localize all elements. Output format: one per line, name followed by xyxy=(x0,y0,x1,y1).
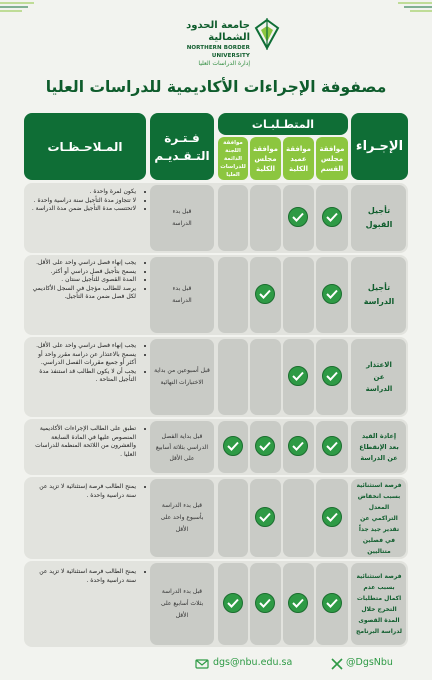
corner-decoration-icon xyxy=(392,0,432,14)
page-title: مصفوفة الإجراءات الأكاديمية للدراسات العليا xyxy=(45,78,387,96)
note-item: • لا تتجاوز مدة التأجيل سنة دراسية واحدة . xyxy=(30,197,136,206)
period-text: قبل بدء الدراسة xyxy=(172,285,192,304)
req-header-label: موافقة مجلس الكلية xyxy=(253,144,278,173)
procedure-label: تأجيل الدراسة xyxy=(363,283,395,306)
note-item: • يجب إنهاء فصل دراسي واحد على الأقل. xyxy=(30,259,136,268)
req-cell xyxy=(218,339,248,415)
note-item: • يسمح بالاعتذار عن دراسة مقرر واحد أو أكثر أو جميع مقررات الفصل الدراسي. xyxy=(30,351,136,368)
check-icon xyxy=(322,507,342,527)
notes-cell xyxy=(30,425,144,459)
check-icon xyxy=(255,593,275,613)
check-icon xyxy=(322,207,342,227)
req-cell xyxy=(218,257,248,333)
note-item: • المدة القصوى للتأجيل سنتان . xyxy=(30,276,136,285)
check-icon xyxy=(288,366,308,386)
period-header-label: فـتـرة التـقـديـم xyxy=(154,130,210,163)
procedure-label: إعادة القيد بعد الإنقطاع عن الدراسة xyxy=(359,431,399,462)
check-icon xyxy=(288,593,308,613)
notes-header xyxy=(24,113,146,180)
check-icon xyxy=(322,436,342,456)
req-header-label: موافقة عميد الكلية xyxy=(286,144,311,173)
period-text: قبل بدء الدراسة بأسبوع واحد على الأقل xyxy=(160,502,204,533)
check-icon xyxy=(288,436,308,456)
req-cell xyxy=(250,185,281,251)
req-cell xyxy=(218,479,248,557)
check-icon xyxy=(322,593,342,613)
req-cell xyxy=(218,185,248,251)
email-icon xyxy=(195,657,209,671)
period-text: قبل بدء الدراسة xyxy=(172,208,192,227)
procedure-label: فرصة استثنائية بسبب انخفاض المعدل التراكمي عن تقدير جيد جداً في فصلين متتاليين xyxy=(356,481,402,555)
deanship-name: إدارة الدراسات العليا xyxy=(198,60,250,67)
note-item: • يرصد للطالب مؤجل في السجل الأكاديمي لكل فصل ضمن مدة التأجيل. xyxy=(30,285,136,302)
req-header-college-council xyxy=(250,137,281,180)
notes-cell xyxy=(30,342,144,385)
requirements-header xyxy=(218,113,348,135)
notes-cell xyxy=(30,568,144,585)
check-icon xyxy=(255,436,275,456)
note-item: • لاتحتسب مدة التأجيل ضمن مدة الدراسة . xyxy=(30,205,136,214)
check-icon xyxy=(322,366,342,386)
req-cell xyxy=(250,339,281,415)
note-item: • يجب إنهاء فصل دراسي واحد على الأقل. xyxy=(30,342,136,351)
requirements-header-label: المتطـلبـات xyxy=(251,117,315,131)
req-cell xyxy=(283,257,314,333)
req-header-dept-council xyxy=(316,137,348,180)
university-name-ar: جامعة الحدود الشمالية xyxy=(186,20,250,43)
check-icon xyxy=(255,507,275,527)
notes-cell xyxy=(30,259,144,302)
procedure-header xyxy=(351,113,408,180)
university-logo-icon xyxy=(252,16,282,52)
university-name xyxy=(150,20,250,68)
note-item: • يمنح الطالب فرصة استثنائية لا تزيد عن سنة دراسية واحدة . xyxy=(30,568,136,585)
footer xyxy=(0,655,432,680)
period-header xyxy=(150,113,214,180)
req-cell xyxy=(283,479,314,557)
corner-decoration-icon xyxy=(0,0,40,14)
check-icon xyxy=(223,593,243,613)
footer-twitter[interactable]: @DgsNbu xyxy=(346,657,393,668)
procedure-header-label: الإجـراء xyxy=(355,139,404,154)
notes-cell xyxy=(30,188,144,214)
header xyxy=(0,0,432,70)
procedure-label: تأجيل القبول xyxy=(365,206,393,229)
check-icon xyxy=(288,207,308,227)
check-icon xyxy=(322,284,342,304)
period-text: قبل بدء الدراسة بثلاث أسابيع على الأقل xyxy=(160,588,204,619)
check-icon xyxy=(255,284,275,304)
procedure-label: فرصة استثنائية بسبب عدم اكمال متطلبات التخرج خلال المدة القصوى لدراسة البرنامج xyxy=(356,573,402,635)
note-item: • يمنح الطالب فرصة إستثنائية لا تزيد عن سنة دراسية واحدة . xyxy=(30,483,136,500)
period-text: قبل أسبوعين من بداية الاختبارات النهائية xyxy=(154,367,210,386)
period-text: قبل بداية الفصل الدراسي بثلاثة أسابيع على الأقل xyxy=(155,432,209,462)
req-header-label: موافقة اللجنة الدائمة للدراسات العليا xyxy=(220,139,246,178)
note-item: • يسمح بتأجيل فصل دراسي أو أكثر. xyxy=(30,268,136,277)
req-header-label: موافقة مجلس القسم xyxy=(319,144,345,173)
university-name-en: NORTHERN BORDER UNIVERSITY xyxy=(186,45,250,59)
check-icon xyxy=(223,436,243,456)
procedure-label: الاعتذار عن الدراسة xyxy=(365,361,393,393)
note-item: • يكون لمرة واحدة . xyxy=(30,188,136,197)
footer-email[interactable]: dgs@nbu.edu.sa xyxy=(213,657,293,668)
x-twitter-icon xyxy=(330,657,344,671)
req-header-college-dean xyxy=(283,137,314,180)
notes-cell xyxy=(30,483,144,500)
req-header-standing-committee xyxy=(218,137,248,180)
notes-header-label: المـلاحـظـات xyxy=(47,139,123,154)
note-item: • يجب أن لا يكون الطالب قد استنفذ مدة التأجيل المتاحة . xyxy=(30,368,136,385)
note-item: • تطبق على الطالب الإجراءات الأكاديمية المنصوص عليها في المادة السابعة والعشرون من اللائحة المنظمة للدراسات العليا . xyxy=(30,425,136,459)
